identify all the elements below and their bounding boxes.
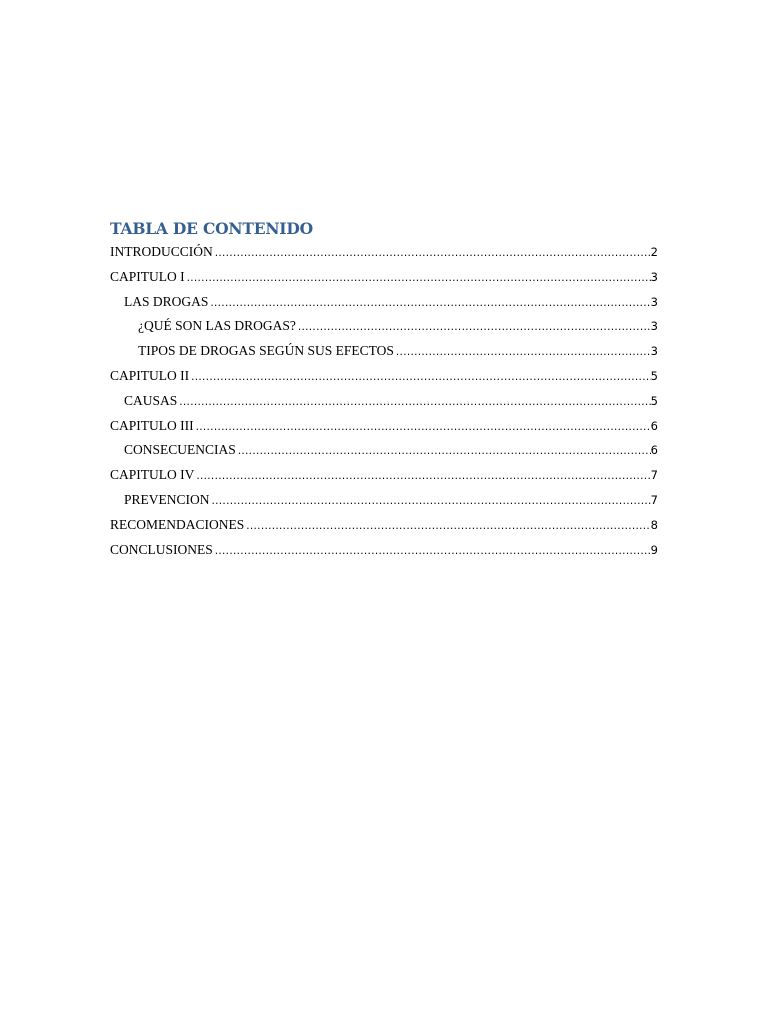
toc-page-number: 3 bbox=[650, 319, 658, 334]
toc-entry-capitulo-iii[interactable] bbox=[110, 414, 658, 439]
toc-entry-label: PREVENCION bbox=[124, 491, 210, 507]
toc-dot-leader bbox=[208, 291, 650, 315]
toc-entry-tipos-de-drogas[interactable] bbox=[110, 339, 658, 364]
toc-page-number: 2 bbox=[650, 245, 658, 259]
toc-entry-label: CAPITULO III bbox=[110, 417, 194, 433]
toc-entry-label: CAPITULO I bbox=[110, 268, 185, 284]
toc-entry-label: ¿QUÉ SON LAS DROGAS? bbox=[138, 318, 296, 334]
toc-dot-leader bbox=[213, 539, 651, 563]
toc-entry-label: RECOMENDACIONES bbox=[110, 516, 245, 532]
toc-entry-label: INTRODUCCIÓN bbox=[110, 244, 213, 259]
toc-dot-leader bbox=[185, 266, 651, 290]
toc-entry-label: CONSECUENCIAS bbox=[124, 442, 236, 458]
toc-page-number: 6 bbox=[650, 443, 658, 458]
table-of-contents bbox=[110, 218, 658, 562]
toc-dot-leader bbox=[177, 390, 650, 414]
toc-entry-causas[interactable] bbox=[110, 389, 658, 414]
toc-entry-capitulo-i[interactable] bbox=[110, 265, 658, 290]
toc-entry-label: CAPITULO IV bbox=[110, 467, 195, 483]
toc-entry-consecuencias[interactable] bbox=[110, 438, 658, 463]
toc-entry-recomendaciones[interactable] bbox=[110, 513, 658, 538]
toc-entry-label: CONCLUSIONES bbox=[110, 541, 213, 557]
toc-entry-label: CAUSAS bbox=[124, 392, 178, 408]
toc-entry-conclusiones[interactable] bbox=[110, 538, 658, 563]
toc-page-number: 8 bbox=[650, 517, 658, 532]
toc-page-number: 3 bbox=[650, 269, 658, 284]
toc-title: TABLA DE CONTENIDO bbox=[110, 219, 313, 238]
toc-dot-leader bbox=[189, 365, 651, 389]
toc-page-number: 3 bbox=[650, 294, 658, 309]
toc-list bbox=[110, 240, 658, 562]
toc-page-number: 7 bbox=[650, 492, 658, 507]
toc-dot-leader bbox=[244, 514, 650, 538]
toc-page-number: 3 bbox=[650, 344, 658, 359]
toc-entry-label: CAPITULO II bbox=[110, 367, 190, 383]
toc-entry-capitulo-iv[interactable] bbox=[110, 463, 658, 488]
toc-dot-leader bbox=[213, 241, 651, 265]
toc-dot-leader bbox=[236, 439, 651, 463]
toc-page-number: 5 bbox=[650, 368, 658, 383]
toc-dot-leader bbox=[394, 340, 651, 364]
toc-page-number: 9 bbox=[650, 542, 658, 557]
toc-entry-introduccion[interactable] bbox=[110, 240, 658, 265]
toc-entry-label: LAS DROGAS bbox=[124, 293, 209, 309]
toc-dot-leader bbox=[210, 489, 651, 513]
toc-dot-leader bbox=[194, 464, 650, 488]
toc-page-number: 6 bbox=[650, 418, 658, 433]
toc-entry-capitulo-ii[interactable] bbox=[110, 364, 658, 389]
toc-entry-prevencion[interactable] bbox=[110, 488, 658, 513]
toc-entry-label: TIPOS DE DROGAS SEGÚN SUS EFECTOS bbox=[138, 343, 394, 359]
toc-dot-leader bbox=[194, 415, 651, 439]
toc-page-number: 7 bbox=[650, 468, 658, 483]
toc-page-number: 5 bbox=[650, 393, 658, 408]
toc-dot-leader bbox=[296, 315, 651, 339]
toc-entry-que-son-las-drogas[interactable] bbox=[110, 314, 658, 339]
toc-entry-las-drogas[interactable] bbox=[110, 290, 658, 315]
